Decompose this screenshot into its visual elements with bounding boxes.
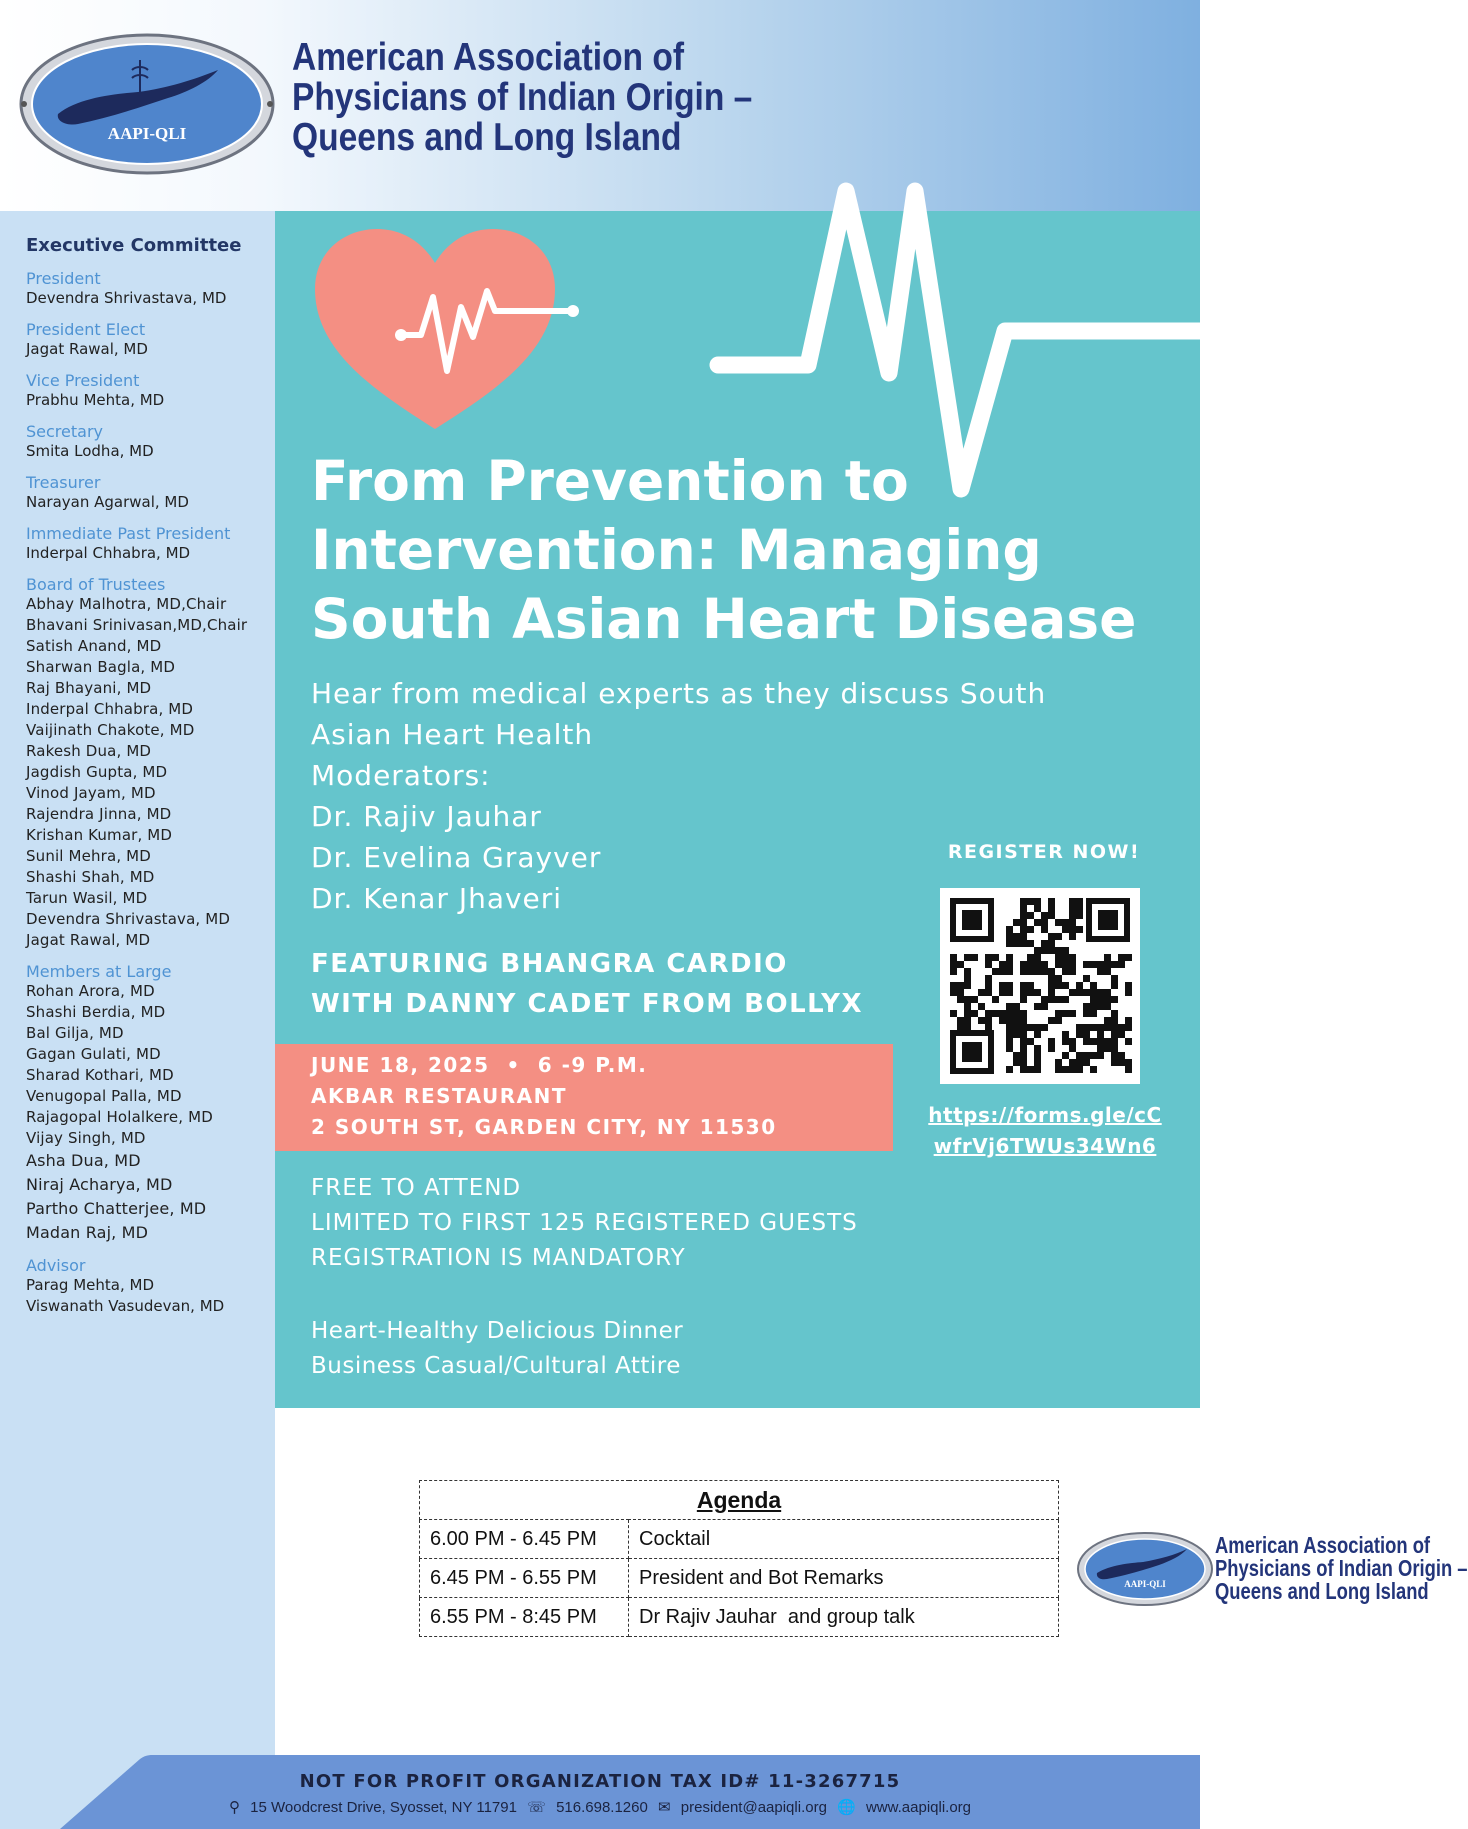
event-headline <box>311 447 1171 654</box>
member-name: Gagan Gulati, MD <box>26 1045 161 1063</box>
registration-link-line[interactable]: https://forms.gle/cC <box>928 1103 1162 1127</box>
member-name: Devendra Shrivastava, MD <box>26 910 231 928</box>
header <box>0 0 1200 211</box>
org-name-line: Physicians of Indian Origin – <box>1215 1555 1468 1581</box>
role-label: Advisor <box>26 1256 86 1275</box>
footer-banner <box>0 1755 1200 1829</box>
agenda-item: Dr Rajiv Jauhar and group talk <box>629 1598 1059 1637</box>
member-name: Venugopal Palla, MD <box>26 1087 182 1105</box>
officer-president-elect <box>26 320 276 360</box>
role-label: Vice President <box>26 371 140 390</box>
member-name: Vinod Jayam, MD <box>26 784 156 802</box>
officer-treasurer <box>26 473 276 513</box>
member-name: Rohan Arora, MD <box>26 982 155 1000</box>
agenda-time: 6.55 PM - 8:45 PM <box>420 1598 629 1637</box>
officer-president <box>26 269 276 309</box>
member-name: Inderpal Chhabra, MD <box>26 700 194 718</box>
featuring-line: FEATURING BHANGRA CARDIO <box>311 949 788 979</box>
role-label: Treasurer <box>26 473 101 492</box>
agenda-row <box>420 1598 1059 1637</box>
member-name: Bhavani Srinivasan,MD,Chair <box>26 616 248 634</box>
org-name-line: American Association of <box>1215 1532 1431 1558</box>
members-at-large <box>26 962 276 1245</box>
event-details-box <box>275 1044 893 1151</box>
event-description <box>311 673 1071 919</box>
member-name: Devendra Shrivastava, MD <box>26 289 227 307</box>
description-line: Moderators: <box>311 759 491 792</box>
role-label: Members at Large <box>26 962 172 981</box>
member-name: Shashi Shah, MD <box>26 868 155 886</box>
headline-line: South Asian Heart Disease <box>311 587 1137 651</box>
aapi-qli-logo <box>18 32 276 177</box>
event-extras <box>311 1314 683 1384</box>
member-name: Sharad Kothari, MD <box>26 1066 174 1084</box>
mail-icon: ✉ <box>658 1799 671 1816</box>
headline-line: Intervention: Managing <box>311 518 1042 582</box>
agenda-table <box>419 1480 1059 1637</box>
qr-code-icon <box>940 888 1140 1084</box>
member-name: Abhay Malhotra, MD,Chair <box>26 595 227 613</box>
agenda-item: Cocktail <box>629 1520 1059 1559</box>
tax-id-notice: NOT FOR PROFIT ORGANIZATION TAX ID# 11-3267715 <box>299 1771 901 1792</box>
location-pin-icon: ⚲ <box>228 1799 240 1816</box>
officer-secretary <box>26 422 276 462</box>
org-name-line: American Association of <box>292 36 685 79</box>
logo-text: AAPI-QLI <box>107 124 187 143</box>
committee-title: Executive Committee <box>26 235 242 256</box>
contact-info <box>0 1798 1200 1816</box>
org-name-line: Physicians of Indian Origin – <box>292 76 753 119</box>
logo-text: AAPI-QLI <box>1124 1579 1166 1589</box>
headline-line: From Prevention to <box>311 449 909 513</box>
org-name <box>292 38 752 158</box>
attendance-info <box>311 1171 858 1276</box>
agenda-time: 6.00 PM - 6.45 PM <box>420 1520 629 1559</box>
role-label: Immediate Past President <box>26 524 231 543</box>
member-name: Sharwan Bagla, MD <box>26 658 176 676</box>
footer-email[interactable]: president@aapiqli.org <box>680 1799 827 1816</box>
member-name: Tarun Wasil, MD <box>26 889 148 907</box>
member-name: Viswanath Vasudevan, MD <box>26 1297 225 1315</box>
role-label: Secretary <box>26 422 103 441</box>
member-name: Prabhu Mehta, MD <box>26 391 165 409</box>
member-name: Inderpal Chhabra, MD <box>26 544 191 562</box>
org-name-small <box>1215 1534 1468 1603</box>
member-name: Partho Chatterjee, MD <box>26 1199 207 1218</box>
role-label: President <box>26 269 101 288</box>
attendance-line: FREE TO ATTEND <box>311 1175 522 1201</box>
event-date-time: JUNE 18, 2025 • 6 -9 P.M. <box>311 1053 648 1077</box>
member-name: Rajagopal Holalkere, MD <box>26 1108 213 1126</box>
member-name: Krishan Kumar, MD <box>26 826 173 844</box>
agenda-time: 6.45 PM - 6.55 PM <box>420 1559 629 1598</box>
footer-phone[interactable]: 516.698.1260 <box>556 1799 648 1816</box>
org-name-line: Queens and Long Island <box>1215 1578 1429 1604</box>
featuring-line: WITH DANNY CADET FROM BOLLYX <box>311 989 864 1019</box>
featuring-text <box>311 944 863 1024</box>
registration-link-line[interactable]: wfrVj6TWUs34Wn6 <box>933 1134 1157 1158</box>
member-name: Vijay Singh, MD <box>26 1129 146 1147</box>
role-label: Board of Trustees <box>26 575 166 594</box>
globe-icon: 🌐 <box>837 1799 856 1816</box>
event-address: 2 SOUTH ST, GARDEN CITY, NY 11530 <box>311 1115 777 1139</box>
board-of-trustees <box>26 575 276 951</box>
member-name: Shashi Berdia, MD <box>26 1003 166 1021</box>
member-name: Bal Gilja, MD <box>26 1024 124 1042</box>
member-name: Narayan Agarwal, MD <box>26 493 189 511</box>
aapi-qli-small-logo <box>1075 1529 1215 1609</box>
description-line: Asian Heart Health <box>311 718 594 751</box>
attendance-line: REGISTRATION IS MANDATORY <box>311 1245 686 1271</box>
description-line: Hear from medical experts as they discuss South <box>311 677 1047 710</box>
member-name: Madan Raj, MD <box>26 1223 149 1242</box>
moderator-name: Dr. Kenar Jhaveri <box>311 882 563 915</box>
extras-line: Heart-Healthy Delicious Dinner <box>311 1318 684 1344</box>
event-venue: AKBAR RESTAURANT <box>311 1084 567 1108</box>
member-name: Rajendra Jinna, MD <box>26 805 172 823</box>
member-name: Jagat Rawal, MD <box>26 340 148 358</box>
member-name: Jagdish Gupta, MD <box>26 763 168 781</box>
officer-past-president <box>26 524 276 564</box>
ecg-wave-icon <box>718 191 1215 489</box>
member-name: Rakesh Dua, MD <box>26 742 152 760</box>
attendance-line: LIMITED TO FIRST 125 REGISTERED GUESTS <box>311 1210 858 1236</box>
member-name: Jagat Rawal, MD <box>26 931 151 949</box>
member-name: Asha Dua, MD <box>26 1151 141 1170</box>
org-name-line: Queens and Long Island <box>292 116 682 159</box>
registration-link[interactable] <box>915 1100 1175 1162</box>
advisor <box>26 1256 276 1317</box>
footer-website[interactable]: www.aapiqli.org <box>865 1799 972 1816</box>
phone-icon: ☏ <box>527 1799 546 1816</box>
officer-vice-president <box>26 371 276 411</box>
member-name: Raj Bhayani, MD <box>26 679 152 697</box>
footer-address: 15 Woodcrest Drive, Syosset, NY 11791 <box>250 1799 517 1816</box>
moderator-name: Dr. Rajiv Jauhar <box>311 800 542 833</box>
registration-qr-code[interactable] <box>940 888 1140 1084</box>
register-now-label: REGISTER NOW! <box>947 841 1141 863</box>
member-name: Vaijinath Chakote, MD <box>26 721 195 739</box>
agenda-row <box>420 1520 1059 1559</box>
role-label: President Elect <box>26 320 146 339</box>
footer <box>0 1755 1200 1829</box>
extras-line: Business Casual/Cultural Attire <box>311 1353 681 1379</box>
agenda-title: Agenda <box>420 1481 1059 1520</box>
member-name: Smita Lodha, MD <box>26 442 154 460</box>
member-name: Niraj Acharya, MD <box>26 1175 173 1194</box>
member-name: Parag Mehta, MD <box>26 1276 154 1294</box>
moderator-name: Dr. Evelina Grayver <box>311 841 602 874</box>
executive-committee-sidebar <box>0 211 275 1829</box>
member-name: Satish Anand, MD <box>26 637 162 655</box>
member-name: Sunil Mehra, MD <box>26 847 151 865</box>
heart-icon <box>315 229 555 429</box>
agenda-row <box>420 1559 1059 1598</box>
agenda-item: President and Bot Remarks <box>629 1559 1059 1598</box>
